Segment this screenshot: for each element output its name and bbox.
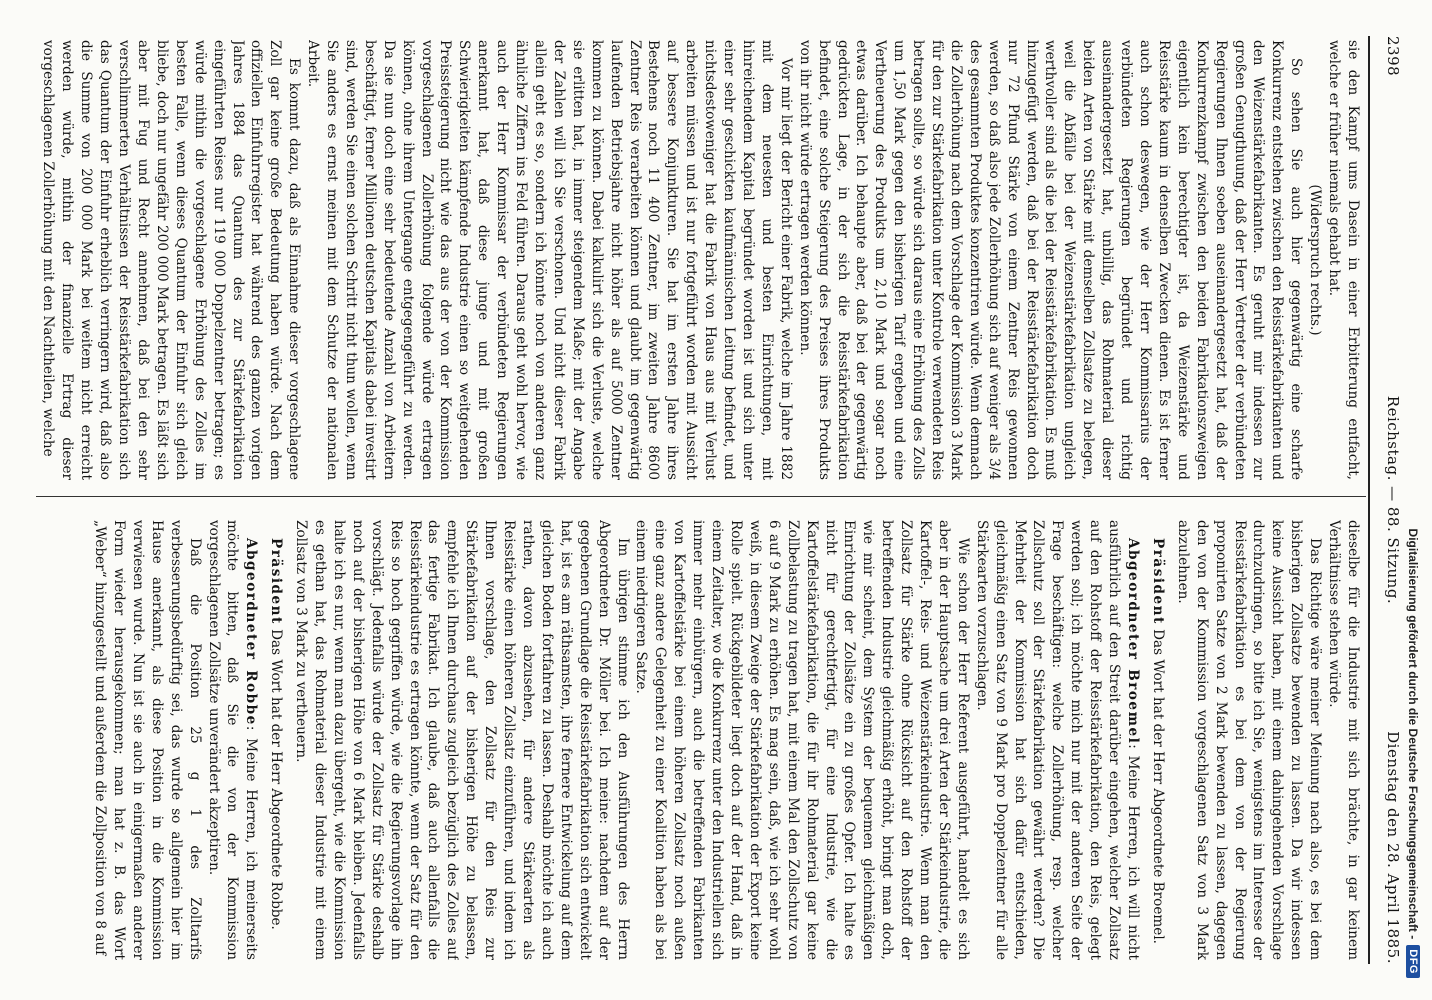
paragraph: So sehen Sie auch hier gegenwärtig eine scharfe Konkurrenz entstehen zwischen den Reisstärkefabrikanten und den Weizenstärkefabrikanten. Es geruht mir indessen zur großen Genugthuung, daß der Herr Vertreter der verbündeten Regierungen Ihnen soeben auseinandergesetzt hat, daß der Konkurrenzkampf zwischen den beiden Fabrikationszweigen eigentlich kein berechtigter ist, da Weizenstärke und Reisstärke kaum in denselben Zwecken dienen. Es ist ferner auch schon deswegen, wie der Herr Kommissarius der verbündeten Regierungen begründet und richtig auseinandergesetzt hat, unbillig, das Rohmaterial dieser beiden Arten von Stärke mit demselben Zollsatze zu belegen, weil die Abfälle bei der Weizenstärkefabrikation ungleich werthvoller sind als die bei der Reisstärkefabrikation. Es muß hinzugefügt werden, daß bei der Reisstärkefabrikation doch nur 72 Pfund Stärke von einem Zentner Reis gewonnen werden, so daß also jede Zollerhöhung sich auf weniger als 3/4 des gesammten Produktes konzentriren würde. Wenn demnach die Zollerhöhung nach dem Vorschlage der Kommission 3 Mark für den zur Stärkefabrikation unter Kontrole verwendeten Reis betragen sollte, so würde sich daraus eine Erhöhung des Zolls um 1,50 Mark gegen den bisherigen Tarif ergeben und eine Vertheuerung des Produkts um 2,10 Mark und sogar noch etwas darüber. Ich behaupte aber, daß bei der gegenwärtig gedrückten Lage, in der sich die Reisstärkefabrikation befindet, eine solche Steigerung des Preises ihres Produkts von ihr nicht würde ertragen werden können. — [796, 40, 1305, 480]
paragraph: Im übrigen stimme ich den Ausführungen des Herrn Abgeordneten Dr. Möller bei. Ich meine: nachdem auf der gegebenen Grundlage die Reisstärkefabrikation sich entwickelt hat, ist es am räthsamsten, ihre fernere Entwickelung auf dem gleichen Boden fortfahren zu lassen. Deshalb möchte ich auch rathen, davon abzusehen, für andere Stärkearten als Reisstärke einen höheren Zollsatz einzuführen, und indem ich Ihnen vorschlage, den Zollsatz für den Reis zur Stärkefabrikation auf der bisherigen Höhe zu belassen, empfehle ich Ihnen durchaus zugleich bezüglich des Zolles auf das fertige Fabrikat. Ich glaube, daß auch allenfalls die Reisstärkeindustrie es ertragen könnte, wenn der Satz für den Reis so hoch gegriffen würde, wie die Regierungsvorlage ihn vorschlägt. Jedenfalls würde der Zollsatz für Stärke deshalb noch auf der bisherigen Höhe von 6 Mark bleiben. Jedenfalls halte ich es nur, wenn man dazu übergeht, wie die Kommission es gethan hat, das Rohmaterial dieser Industrie mit einem Zollsatz von 3 Mark zu vertheuern. — [293, 520, 631, 960]
page-number: 2398 — [1384, 36, 1402, 77]
footer-text: Digitalisierung gefördert durch die Deutsche Forschungsgemeinschaft - — [1406, 528, 1421, 940]
speaker-paragraph — [204, 520, 261, 960]
speaker-paragraph — [1148, 520, 1167, 960]
speaker-name: Abgeordneter Broemel — [1125, 538, 1142, 745]
paragraph: Das Richtige wäre meiner Meinung nach also, es bei dem bisherigen Zollsatze bewenden zu lassen. Da wir indessen keine Aussicht haben, mit einem dahingehenden Vorschlage durchzudringen, so bitte ich Sie, wenigstens im Interesse der Reisstärkefabrikation es bei dem von der Regierung proponirten Satze von 2 Mark bewenden zu lassen, dagegen den von der Kommission vorgeschlagenen Satz von 3 Mark abzulehnen. — [1174, 520, 1324, 960]
speech-text: : Meine Herren, ich meinerseits möchte bitten, daß Sie die von der Kommission vorgeschlagenen Zollsätze unverändert akzeptiren. — [205, 520, 260, 960]
speaker-name: Präsident — [1149, 538, 1166, 625]
speech-text: : Meine Herren, ich will nicht ausführlich auf den Streit darüber eingehen, welcher Zollsatz auf den Rohstoff der Reisstärkefabrikation, den Reis, gelegt werden soll; ich möchte mich nur mit der anderen Seite der Frage beschäftigen: welche Zollerhöhung, resp. welcher Zollschutz soll der Stärkefabrikation gewährt werden? Die Mehrheit der Kommission hat sich dafür entschieden, gleichmäßig einen Satz von 9 Mark pro Doppelzentner für alle Stärkearten vorzuschlagen. — [973, 520, 1142, 960]
dfg-logo: DFG — [1407, 945, 1421, 978]
speaker-name: Abgeordneter Robbe — [243, 538, 260, 726]
paragraph: Es kommt dazu, daß als Einnahme dieser vorgeschlagene Zoll gar keine große Bedeutung haben würde. Nach dem offiziellen Einfuhrregister hat während des ganzen vorigen Jahres 1884 das Quantum des zur Stärkefabrikation eingeführten Reises nur 119 000 Doppelzentner betragen; es würde mithin die vorgeschlagene Erhöhung des Zolles im besten Falle, wenn dieses Quantum der Einfuhr sich gleich bliebe, doch nur ungefähr 200 000 Mark betragen. Es läßt sich aber mit Fug und Recht annehmen, daß bei den sehr verschlimmerten Verhältnissen der Reisstärkefabrikation sich das Quantum der Einfuhr erheblich verringern wird, daß also die Summe von 200 000 Mark bei weitem nicht erreicht werden würde, mithin der finanzielle Ertrag dieser vorgeschlagenen Zollerhöhung mit den Nachtheilen, welche — [40, 40, 303, 480]
paragraph: Daß die Position 25 g 1 des Zolltarifs verbesserungsbedürftig sei, das wurde so allgemein hier im Hause anerkannt, als diese Position in die Kommission verwiesen wurde. Nun ist sie auch in einigermaßen anderer Form wieder herausgekommen; man hat z. B. das Wort „Weber“ hinzugestellt und außerdem die Zollposition von 8 auf — [92, 520, 203, 960]
digitization-footer — [1395, 0, 1432, 1000]
session-date: Dienstag den 28. April 1885. — [1384, 731, 1402, 964]
paragraph: Vor mir liegt der Bericht einer Fabrik, welche im Jahre 1882 mit dem neuesten und besten Einrichtungen, mit hinreichendem Kapital begründet worden ist und sich unter einer sehr geschickten kaufmännischen Leitung befindet, und nichtsdestoweniger hat die Fabrik von Haus aus mit Verlust arbeiten müssen und ist nur fortgeführt worden mit Aussicht auf bessere Konjunkturen. Sie hat im ersten Jahre ihres Bestehens noch 11 400 Zentner, im zweiten Jahre 8600 Zentner Reis verarbeiten können und glaubt im gegenwärtig laufenden Betriebsjahre nicht höher als auf 5000 Zentner kommen zu können. Dabei kalkulirt sich die Verluste, welche sie erlitten hat, in immer steigendem Maße; mit der Angabe der Zahlen will ich Sie verschonen. Und nicht dieser Fabrik allein geht es so, sondern ich könnte noch von anderen ganz ähnliche Ziffern ins Feld führen. Daraus geht wohl hervor, wie auch der Herr Kommissar der verbündeten Regierungen anerkannt hat, daß diese junge und mit großen Schwierigkeiten kämpfende Industrie einen so weitgehenden Preissteigerung nicht wie das aus der von der Kommission vorgeschlagenen Zollerhöhung folgende würde ertragen können, ohne ihrem Untergange entgegengeführt zu werden. Da sie nun doch eine sehr bedeutende Anzahl von Arbeitern beschäftigt, ferner Millionen deutschen Kapitals dabei investirt sind, werden Sie einen solchen Schritt nicht thun wollen, wenn Sie anders es ernst meinen mit dem Schutze der nationalen Arbeit. — [305, 40, 794, 480]
left-column — [32, 40, 1362, 480]
speaker-name: Präsident — [268, 538, 285, 625]
paragraph: sie den Kampf ums Dasein in einer Erbitterung entfacht, welche er früher niemals gehabt hat. — [1326, 40, 1361, 480]
paragraph: Wie schon der Herr Referent ausgeführt, handelt es sich aber in der Hauptsache um drei Arten der Stärkeindustrie, die Kartoffel-, Reis- und Weizenstärkeindustrie. Wenn man den Zollsatz für Stärke ohne Rücksicht auf den Rohstoff der betreffenden Industrie gleichmäßig erhöht, bringt man doch, wie mir scheint, dem System der bequemen gleichmäßigen Einrichtung der Zollsätze ein zu großes Opfer. Ich halte es nicht für gerechtfertigt, für eine Industrie, wie die Kartoffelstärkefabrikation, die für ihr Rohmaterial gar keine Zollbelastung zu tragen hat, mit einem Mal den Zollschutz von 6 auf 9 Mark zu erhöhen. Es mag sein, daß, wie ich sehr wohl weiß, in diesem Zweige der Stärkefabrikation der Export keine Rolle spielt. Rückgebildeter liegt doch auf der Hand, daß in einem Zeitalter, wo die Konkurrenz unter den Industriellen sich immer mehr einbürgern, auch die betreffenden Fabrikanten von Kartoffelstärke bei einem höheren Zollsatz noch außen eine ganz andere Gelegenheit zu einer Koalition haben als bei einem niedrigeren Satze. — [633, 520, 971, 960]
speaker-paragraph — [972, 520, 1142, 960]
right-column — [32, 520, 1362, 960]
paragraph: (Widerspruch rechts.) — [1307, 184, 1324, 336]
speaker-paragraph — [266, 520, 285, 960]
speech-text: Das Wort hat der Herr Abgeordnete Robbe. — [268, 624, 285, 930]
session-title: Reichstag. — 88. Sitzung. — [1384, 395, 1402, 605]
column-divider — [36, 496, 1366, 497]
speech-text: Das Wort hat der Herr Abgeordnete Broemel. — [1149, 624, 1166, 944]
paragraph: dieselbe für die Industrie mit sich brächte, in gar keinem Verhältnisse stehen würde. — [1326, 520, 1361, 960]
